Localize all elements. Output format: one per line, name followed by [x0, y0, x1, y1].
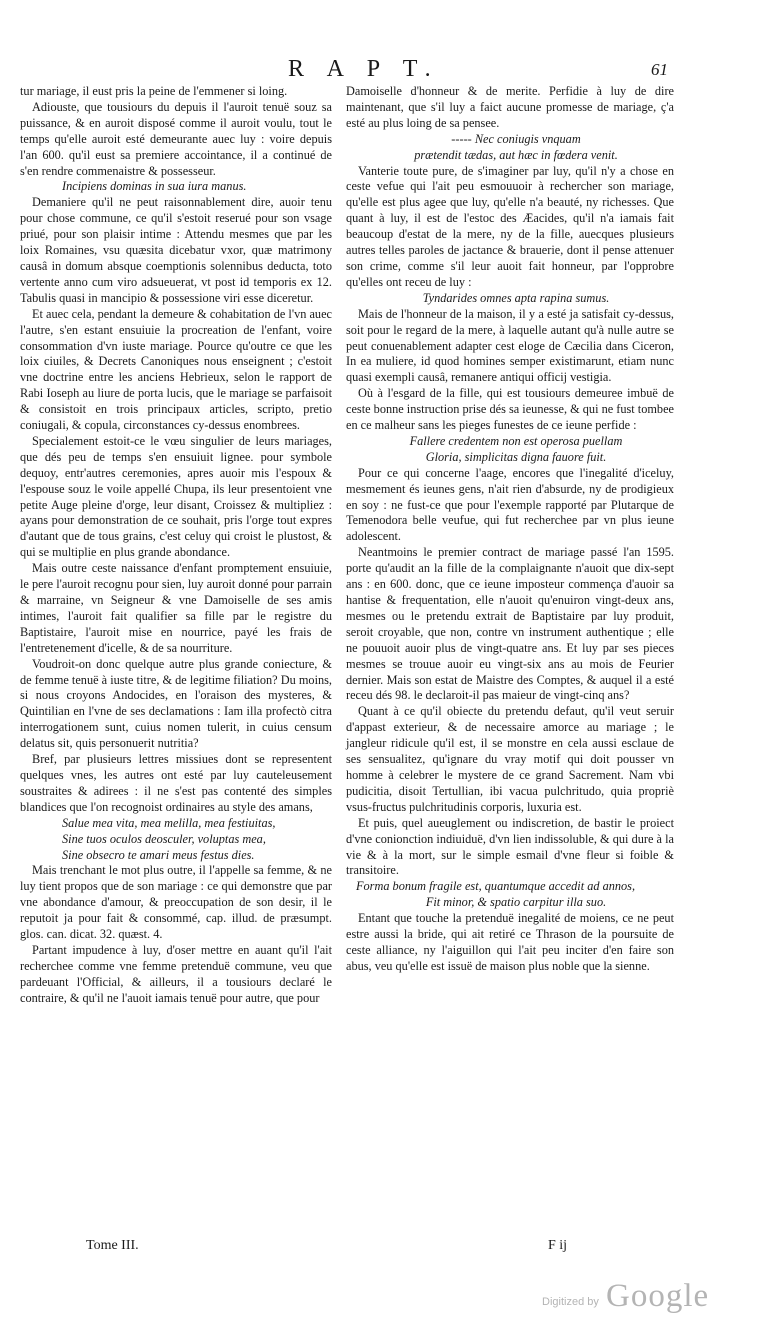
verse-quotation: Gloria, simplicitas digna fauore fuit. [425, 449, 607, 464]
verse-quotation: Tyndarides omnes apta rapina sumus. [422, 290, 610, 305]
paragraph: Adiouste, que tousiours du depuis il l'auroit tenuë souz sa puissance, & en auroit disposé comme il auroit voulu, tout le temps qu'elle auroit esté demeurante auec luy : voire depuis l'an 600. qu'il eust sa premiere accointance, il a continué de s'en rendre commenaistre & possesseur. [20, 99, 332, 178]
verse-quotation: Fallere credentem non est operosa puellam [409, 433, 623, 448]
paragraph: Voudroit-on donc quelque autre plus grande coniecture, & de femme tenuë à iuste titre, & de legitime filiation? Du moins, si nous croyons Andocides, en l'oraison des mysteres, & Quintilian en l'vne de ses declamations : Iam illa profectò citra interrogationem sunt, cuius nomen tulerit, in cuius censum delatus sit, quis personuerit nutritia? [20, 656, 332, 751]
verse-quotation: Forma bonum fragile est, quantumque accedit ad annos, [356, 879, 636, 894]
gathering-signature: F ij [548, 1238, 568, 1253]
paragraph: Neantmoins le premier contract de mariage passé l'an 1595. porte qu'audit an la fille de la complaignante n'auoit que dix-sept ans : en 600. donc, que ce ieune imposteur commença d'auoir sa hantise & frequentation, elle n'auoit qu'enuiron vingt-deux ans, mesmes ou le pretendu extrait de Baptistaire par luy produit, seroit croyable, que non, contre vn instrument authentique ; elle ne pouuoit auoir plus de vingt-quatre ans. Et luy par ses pieces mesmes se trouue auoir eu vingt-six ans au mois de Feurier dernier. Mais son estat de Maistre des Comptes, & auquel il a esté receu dés 98. le declaroit-il pas maieur de vingt-cinq ans? [346, 545, 674, 703]
paragraph: Entant que touche la pretenduë inegalité de moiens, ce ne peut estre aussi la bride, qui ait retiré ce Thrason de la poursuite de ceste alliance, ny l'aiguillon qui l'ait peu inciter d'en faire son abus, veu qu'elle est issuë de maison plus noble que la sienne. [346, 911, 674, 973]
page-number: 61 [651, 60, 668, 79]
running-title: R A P T. [288, 56, 440, 82]
paragraph: Mais de l'honneur de la maison, il y a esté ja satisfait cy-dessus, soit pour le regard de la mere, à laquelle autant qu'à nulle autre se peut conuenablement adapter cest eloge de Cæcilia dans Ciceron, In ea muliere, id quod homines semper existimarunt, etiam nunc quasi exempli causâ, remanere antiqui officij vestigia. [346, 306, 674, 385]
paragraph: Vanterie toute pure, de s'imaginer par luy, qu'il n'y a chose en ceste vefue qui l'ait peu esmouuoir à rechercher son mariage, qu'elle est plus agee que luy, qu'elle n'a beauté, ny richesses. Que quant à luy, il est de l'estoc des Æacides, qu'il n'a iamais fait beaucoup d'estat de la mere, ny de la fille, auecques plusieurs autres telles paroles de jactance & brauerie, dont il pense attenuer son crime, comme s'il leur auoit fait honneur, par l'opprobre qu'elles ont receu de luy : [346, 163, 674, 289]
running-head [0, 56, 772, 84]
volume-signature: Tome III. [86, 1238, 139, 1253]
watermark-logo: Google [606, 1278, 710, 1314]
paragraph: Quant à ce qu'il obiecte du pretendu defaut, qu'il veut seruir d'appast exterieur, & de necessaire amorce au mariage ; le jangleur ridicule qu'il est, il se monstre en cela aussi esclaue de ses sensualitez, qu'ignare du vray motif qui doit pousser vn homme à celebrer le mystere de ce grand Sacrement. Nam vbi pudicitia, disoit Tertullian, ibi vacua pulchritudo, quia propriè vsus-fructus pulchritudinis corporis, luxuria est. [346, 704, 674, 814]
paragraph: Pour ce qui concerne l'aage, encores que l'inegalité d'iceluy, mesmement és ieunes gens, n'ait rien d'absurde, ny de prodigieux en soy : ne fust-ce que pour l'exemple rapporté par Plutarque de Temenodora belle veufue, qui fut recherchee par vn plus ieune adolescent. [346, 465, 674, 544]
paragraph: Et auec cela, pendant la demeure & cohabitation de l'vn auec l'autre, s'en estant ensuiuie la procreation de l'enfant, voire consommation d'vn iuste mariage. Pource qu'outre ce que les loix ciuiles, & Decrets Canoniques nous enseignent ; c'estoit vne doctrine entre les anciens Hebrieux, selon le rapport de Rabi Ioseph au liure de porta lucis, que le mariage se parfaisoit & consistoit en trois principaux articles, scripto, pretio coniugali, & copula, circonstances cy-dessus enombrees. [20, 306, 332, 433]
verse-quotation: Fit minor, & spatio carpitur illa suo. [425, 895, 607, 910]
paragraph: Bref, par plusieurs lettres missiues dont se representent quelques vnes, les autres ont esté par luy cauteleusement soustraites & adirees : il ne s'est pas contenté des simples blandices que l'on recognoist ordinaires au style des amans, [20, 752, 332, 814]
paragraph: Partant impudence à luy, d'oser mettre en auant qu'il l'ait recherchee comme vne femme pretenduë commune, veu que pardeuant l'Official, & ailleurs, il a tousiours declaré le contraire, & qu'il ne l'auoit iamais tenuë pour autre, que pour [20, 942, 332, 1005]
left-text-column [20, 84, 332, 1007]
verse-quotation: ----- Nec coniugis vnquam [451, 131, 581, 146]
digitization-watermark [520, 1278, 760, 1318]
latin-quotation: Incipiens dominas in sua iura manus. [62, 179, 247, 194]
right-text-column [346, 84, 674, 975]
paragraph: Et puis, quel aueuglement ou indiscretion, de bastir le proiect d'vne conionction indiuiduë, d'vn lien indissoluble, & qui dure à la vie & à la mort, sur le simple esmail d'vne fleur si foible & transitoire. [346, 815, 674, 878]
latin-quotation: Sine tuos oculos deosculer, voluptas mea, [62, 831, 266, 846]
paragraph: Mais trenchant le mot plus outre, il l'appelle sa femme, & ne luy tient propos que de son mariage : ce qui demonstre que par vne abondance d'amour, & preoccupation de son desir, il le reputoit ja pour fait & consommé, cap. illud. de præsumpt. glos. can. dicat. 32. quæst. 4. [20, 863, 332, 942]
paragraph-continued: tur mariage, il eust pris la peine de l'emmener si loing. [20, 84, 288, 98]
watermark-prefix: Digitized by [542, 1296, 599, 1308]
latin-quotation: Salue mea vita, mea melilla, mea festiuitas, [62, 815, 276, 830]
paragraph: Mais outre ceste naissance d'enfant promptement ensuiuie, le pere l'auroit recognu pour sien, luy auroit donné pour parrain & marraine, vn Seigneur & vne Damoiselle de ses amis intimes, l'auroit fait qualifier sa fille par le registre du Baptistaire, l'auroit mise en nourrice, payé les frais de l'entretenement d'icelle, & de sa nourriture. [20, 561, 332, 655]
paragraph: Où à l'esgard de la fille, qui est tousiours demeuree imbuë de ceste bonne instruction prise dés sa ieunesse, & qui ne fust tombee en ce malheur sans les pieges funestes de ce ieune perfide : [346, 386, 674, 433]
verse-quotation: prætendit tædas, aut hæc in fœdera venit. [414, 147, 618, 162]
paragraph: Demaniere qu'il ne peut raisonnablement dire, auoir tenu pour chose commune, ce qu'il s'estoit reserué pour son vsage priué, pour son plaisir intime : Attendu mesmes que par les loix Romaines, vsu quæsita dicebatur vxor, quæ matrimony causâ in domum absque coemptionis solennibus deducta, toto vertente anno cum viro adsueuerat, vt post id temporis ex 12. Tabulis quasi in mancipio & possessione viri esse diceretur. [20, 195, 332, 305]
paragraph: Specialement estoit-ce le vœu singulier de leurs mariages, que dés peu de temps s'en ensuiuit lignee. pour symbole dequoy, entr'autres ceremonies, apres auoir mis l'espoux & l'espouse souz le voile appellé Chupa, ils leur presentoient vne petite Auge pleine d'orge, leur disant, Croissez & multipliez : ayans pour demonstration de ce souhait, pris l'orge tout expres d'autant que de tous grains, c'est celuy qui croist le plustost, & qui se multiplie en plus grande abondance. [20, 433, 332, 560]
paragraph-continued: Damoiselle d'honneur & de merite. Perfidie à luy de dire maintenant, que s'il luy a faict aucune promesse de mariage, ç'a esté au plus loing de sa pensee. [346, 84, 674, 130]
latin-quotation: Sine obsecro te amari meus festus dies. [62, 847, 255, 862]
